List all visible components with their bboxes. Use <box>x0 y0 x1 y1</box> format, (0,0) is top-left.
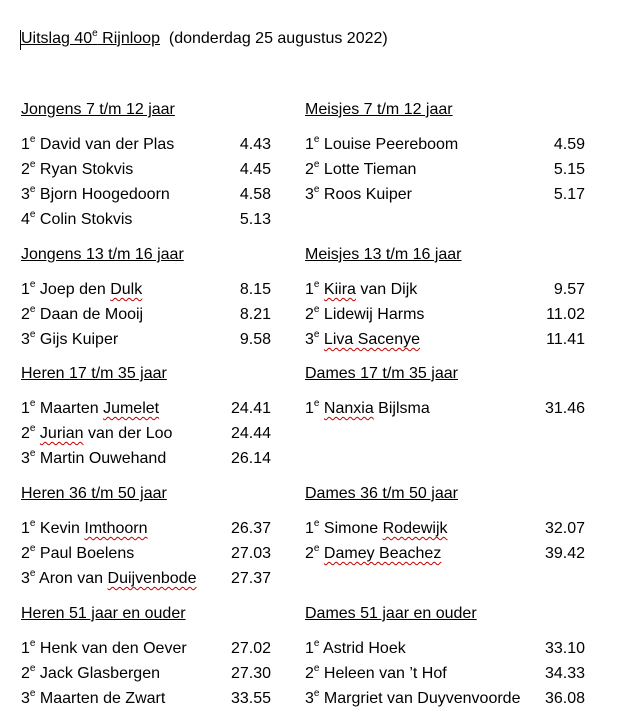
finish-time: 26.14 <box>230 450 271 467</box>
finish-time: 39.42 <box>544 545 585 562</box>
name-text: Daan de Mooij <box>39 306 144 323</box>
position: 1 <box>21 520 30 537</box>
runner-name <box>305 302 424 327</box>
position: 1 <box>305 520 314 537</box>
result-row <box>305 302 595 327</box>
section-heren-17-35 <box>21 362 311 471</box>
name-text: Heleen van ’t Hof <box>323 665 447 682</box>
runner-name <box>305 516 448 541</box>
finish-time: 36.08 <box>544 690 585 707</box>
runner-name <box>21 541 134 566</box>
finish-time: 5.17 <box>553 186 585 203</box>
finish-time: 11.02 <box>546 306 585 323</box>
result-row <box>21 277 311 302</box>
section-heading: Heren 17 t/m 35 jaar <box>21 365 167 382</box>
section-heading: Jongens 7 t/m 12 jaar <box>21 101 175 118</box>
title-underlined <box>21 27 160 47</box>
name-text: Gijs Kuiper <box>39 331 119 348</box>
name-text: Maarten de Zwart <box>39 690 166 707</box>
name-text: Jack Glasbergen <box>39 665 160 682</box>
position-suffix: e <box>313 662 320 674</box>
section-heading: Heren 36 t/m 50 jaar <box>21 485 167 502</box>
runner-name <box>21 661 160 686</box>
finish-time: 24.44 <box>230 425 271 442</box>
result-row <box>305 157 595 182</box>
position: 3 <box>21 331 30 348</box>
result-row <box>21 182 311 207</box>
position-suffix: e <box>29 158 36 170</box>
position: 2 <box>21 161 30 178</box>
result-row <box>21 661 311 686</box>
section-heading: Jongens 13 t/m 16 jaar <box>21 246 184 263</box>
position-suffix: e <box>29 183 36 195</box>
finish-time: 4.45 <box>239 161 271 178</box>
runner-name <box>305 157 416 182</box>
name-part: Simone <box>323 520 383 537</box>
position-suffix: e <box>29 422 36 434</box>
position: 1 <box>21 281 30 298</box>
runner-name <box>21 277 142 302</box>
result-row <box>305 661 595 686</box>
result-row <box>305 541 595 566</box>
spellcheck-flagged-word: Liva Sacenye <box>323 331 420 348</box>
runner-name <box>305 686 520 711</box>
title-pre: Uitslag 40 <box>21 30 93 47</box>
name-text: Henk van den Oever <box>39 640 187 657</box>
name-part: Bijlsma <box>373 400 430 417</box>
spellcheck-flagged-word: Nanxia <box>323 400 374 417</box>
result-row <box>305 132 595 157</box>
position: 2 <box>21 665 30 682</box>
name-part: Maarten <box>39 400 104 417</box>
result-row <box>305 182 595 207</box>
position-suffix: e <box>29 303 36 315</box>
runner-name <box>21 157 133 182</box>
finish-time: 5.15 <box>553 161 585 178</box>
position-suffix: e <box>29 447 36 459</box>
finish-time: 9.58 <box>239 331 271 348</box>
name-text: Astrid Hoek <box>323 640 406 657</box>
finish-time: 4.59 <box>553 136 585 153</box>
runner-name <box>21 132 174 157</box>
section-dames-17-35 <box>305 362 595 421</box>
name-part: Joep den <box>39 281 111 298</box>
result-row <box>21 132 311 157</box>
position-suffix: e <box>313 303 320 315</box>
name-part: van Dijk <box>355 281 418 298</box>
result-row <box>21 157 311 182</box>
result-row <box>305 686 595 711</box>
runner-name <box>21 182 170 207</box>
section-dames-36-50 <box>305 482 595 566</box>
finish-time: 33.10 <box>544 640 585 657</box>
runner-name <box>305 396 430 421</box>
position-suffix: e <box>313 517 320 529</box>
name-text: Lotte Tieman <box>323 161 417 178</box>
runner-name <box>21 566 196 591</box>
document-title <box>21 27 388 48</box>
finish-time: 27.37 <box>230 570 271 587</box>
position: 1 <box>305 400 314 417</box>
runner-name <box>21 686 165 711</box>
section-jongens-7-12 <box>21 98 311 232</box>
section-heading: Dames 17 t/m 35 jaar <box>305 365 458 382</box>
finish-time: 8.15 <box>239 281 271 298</box>
position: 1 <box>305 281 314 298</box>
position: 3 <box>21 570 30 587</box>
position-suffix: e <box>313 278 320 290</box>
position-suffix: e <box>29 208 36 220</box>
spellcheck-flagged-word: Rodewijk <box>382 520 448 537</box>
position: 4 <box>21 211 30 228</box>
name-part: Aron van <box>39 570 108 587</box>
name-part: van der Loo <box>83 425 173 442</box>
name-text: Roos Kuiper <box>323 186 412 203</box>
position-suffix: e <box>313 328 320 340</box>
runner-name <box>21 516 148 541</box>
finish-time: 24.41 <box>230 400 271 417</box>
finish-time: 27.30 <box>230 665 271 682</box>
name-part: Kevin <box>39 520 85 537</box>
finish-time: 11.41 <box>546 331 585 348</box>
name-text: Margriet van Duyvenvoorde <box>323 690 521 707</box>
runner-name <box>305 636 406 661</box>
section-heading: Dames 36 t/m 50 jaar <box>305 485 458 502</box>
result-row <box>21 327 311 352</box>
result-row <box>21 207 311 232</box>
finish-time: 27.03 <box>230 545 271 562</box>
position-suffix: e <box>313 687 320 699</box>
position-suffix: e <box>313 158 320 170</box>
name-text: Paul Boelens <box>39 545 135 562</box>
finish-time: 31.46 <box>544 400 585 417</box>
section-heading: Heren 51 jaar en ouder <box>21 605 186 622</box>
spellcheck-flagged-word: Imthoorn <box>84 520 148 537</box>
position-suffix: e <box>29 637 36 649</box>
result-row <box>21 636 311 661</box>
name-text: Lidewij Harms <box>323 306 425 323</box>
name-text: David van der Plas <box>39 136 175 153</box>
position: 1 <box>21 400 30 417</box>
spellcheck-flagged-word: Jumelet <box>103 400 160 417</box>
finish-time: 33.55 <box>230 690 271 707</box>
result-row <box>21 516 311 541</box>
position-suffix: e <box>29 662 36 674</box>
result-row <box>305 516 595 541</box>
position-suffix: e <box>29 567 36 579</box>
name-text: Bjorn Hoogedoorn <box>39 186 170 203</box>
finish-time: 5.13 <box>239 211 271 228</box>
finish-time: 9.57 <box>553 281 585 298</box>
result-row <box>305 327 595 352</box>
runner-name <box>21 446 166 471</box>
position: 2 <box>21 306 30 323</box>
finish-time: 32.07 <box>544 520 585 537</box>
name-text: Ryan Stokvis <box>39 161 134 178</box>
runner-name <box>305 661 447 686</box>
runner-name <box>21 327 118 352</box>
position-suffix: e <box>29 133 36 145</box>
title-date: (donderdag 25 augustus 2022) <box>168 30 388 47</box>
result-row <box>21 302 311 327</box>
runner-name <box>305 277 417 302</box>
finish-time: 8.21 <box>239 306 271 323</box>
spellcheck-flagged-word: Damey Beachez <box>323 545 442 562</box>
section-dames-51-plus <box>305 602 595 711</box>
position: 3 <box>305 186 314 203</box>
position: 2 <box>305 545 314 562</box>
position: 2 <box>305 306 314 323</box>
spellcheck-flagged-word: Kiira <box>323 281 356 298</box>
runner-name <box>21 421 172 446</box>
runner-name <box>305 132 458 157</box>
name-text: Louise Peereboom <box>323 136 459 153</box>
position: 1 <box>305 640 314 657</box>
position: 3 <box>21 450 30 467</box>
runner-name <box>21 396 159 421</box>
runner-name <box>305 182 412 207</box>
position-suffix: e <box>313 133 320 145</box>
position-suffix: e <box>29 687 36 699</box>
position-suffix: e <box>29 278 36 290</box>
finish-time: 34.33 <box>544 665 585 682</box>
result-row <box>21 421 311 446</box>
name-text: Colin Stokvis <box>39 211 133 228</box>
spellcheck-flagged-word: Duijvenbode <box>107 570 197 587</box>
name-text: Martin Ouwehand <box>39 450 167 467</box>
position: 2 <box>305 161 314 178</box>
runner-name <box>21 207 132 232</box>
position: 1 <box>21 640 30 657</box>
runner-name <box>21 302 143 327</box>
position: 1 <box>305 136 314 153</box>
position-suffix: e <box>313 542 320 554</box>
section-heading: Meisjes 13 t/m 16 jaar <box>305 246 462 263</box>
result-row <box>21 566 311 591</box>
position: 3 <box>21 690 30 707</box>
finish-time: 27.02 <box>230 640 271 657</box>
result-row <box>305 396 595 421</box>
position: 2 <box>21 545 30 562</box>
position-suffix: e <box>29 397 36 409</box>
position-suffix: e <box>313 637 320 649</box>
finish-time: 4.58 <box>239 186 271 203</box>
position: 1 <box>21 136 30 153</box>
result-row <box>21 541 311 566</box>
spellcheck-flagged-word: Jurian <box>39 425 84 442</box>
result-row <box>305 636 595 661</box>
title-main: Rijnloop <box>97 30 160 47</box>
position: 2 <box>21 425 30 442</box>
section-heading: Dames 51 jaar en ouder <box>305 605 477 622</box>
section-meisjes-7-12 <box>305 98 595 207</box>
position: 2 <box>305 665 314 682</box>
runner-name <box>21 636 187 661</box>
position: 3 <box>305 331 314 348</box>
finish-time: 4.43 <box>239 136 271 153</box>
position-suffix: e <box>29 517 36 529</box>
position: 3 <box>21 186 30 203</box>
section-heading: Meisjes 7 t/m 12 jaar <box>305 101 453 118</box>
runner-name <box>305 541 441 566</box>
section-meisjes-13-16 <box>305 243 595 352</box>
result-row <box>305 277 595 302</box>
position-suffix: e <box>29 542 36 554</box>
position-suffix: e <box>313 183 320 195</box>
section-heren-36-50 <box>21 482 311 591</box>
section-heren-51-plus <box>21 602 311 711</box>
result-row <box>21 446 311 471</box>
result-row <box>21 396 311 421</box>
position-suffix: e <box>29 328 36 340</box>
section-jongens-13-16 <box>21 243 311 352</box>
spellcheck-flagged-word: Dulk <box>110 281 143 298</box>
runner-name <box>305 327 420 352</box>
finish-time: 26.37 <box>230 520 271 537</box>
position-suffix: e <box>313 397 320 409</box>
title-sup: e <box>92 27 98 39</box>
position: 3 <box>305 690 314 707</box>
result-row <box>21 686 311 711</box>
